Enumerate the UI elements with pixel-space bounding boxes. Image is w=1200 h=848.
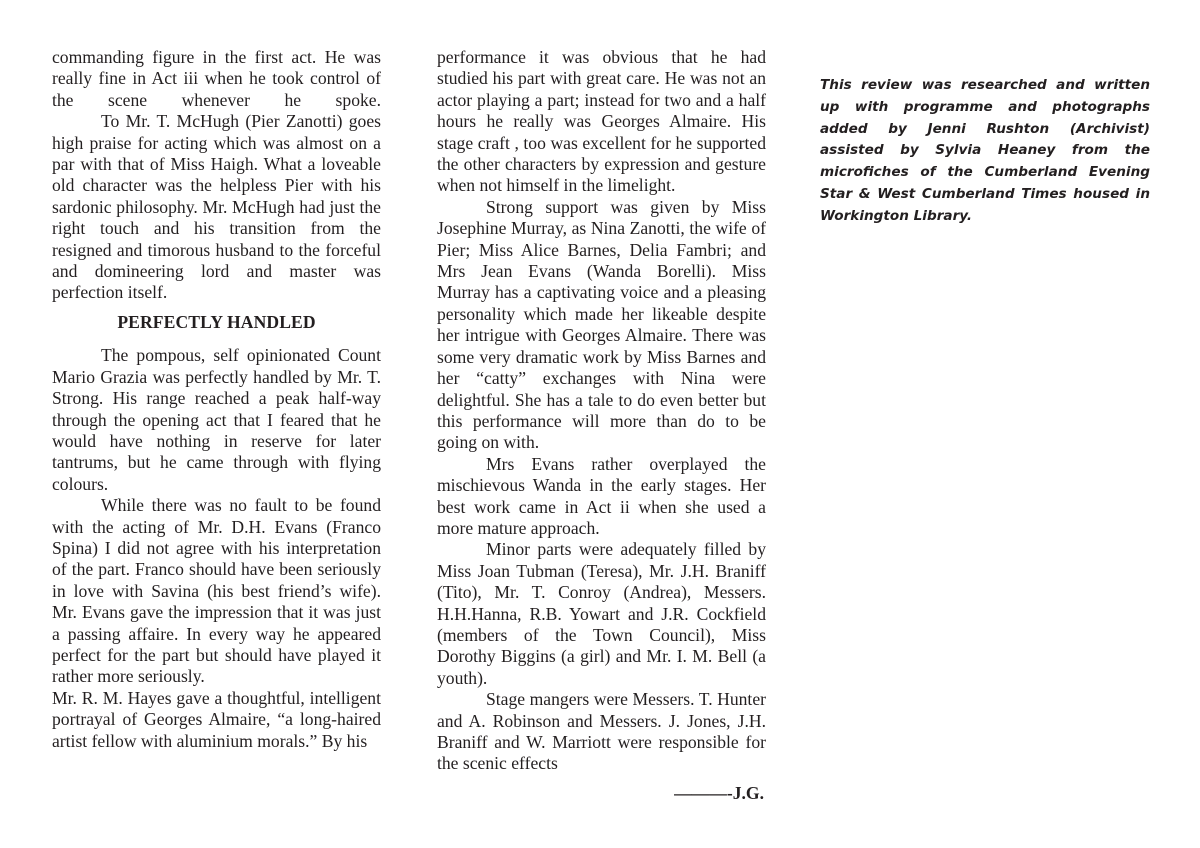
- paragraph: While there was no fault to be found with the acting of Mr. D.H. Evans (Franco Spina) I did not agree with his interpretation of the part. Franco should have been seriously in love with Savina (his best friend’s wife). Mr. Evans gave the impression that it was just a passing affaire. In every way he appeared perfect for the part but should have played it rather more seriously.: [52, 495, 381, 687]
- credits-note: This review was researched and written up with programme and photographs added by Jenni Rushton (Archivist) assisted by Sylvia Heaney from the microfiches of the Cumberland Evening Star & West Cumberland Times housed in Workington Library.: [820, 77, 1150, 224]
- paragraph: Minor parts were adequately filled by Miss Joan Tubman (Teresa), Mr. J.H. Braniff (Tito), Mr. T. Conroy (Andrea), Messers. H.H.Hanna, R.B. Yowart and J.R. Cockfield (members of the Town Council), Miss Dorothy Biggins (a girl) and Mr. I. M. Bell (a youth).: [437, 539, 766, 688]
- paragraph: The pompous, self opinionated Count Mario Grazia was perfectly handled by Mr. T. Strong. His range reached a peak half-way through the opening act that I feared that he would have nothing in reserve for later tantrums, but he came through with flying colours.: [52, 345, 381, 494]
- review-column-1: [52, 47, 381, 752]
- section-heading: PERFECTLY HANDLED: [117, 311, 316, 332]
- paragraph: commanding figure in the first act. He was really fine in Act iii when he took control of the scene whenever he spoke.: [52, 47, 381, 110]
- paragraph: Strong support was given by Miss Josephine Murray, as Nina Zanotti, the wife of Pier; Miss Alice Barnes, Delia Fambri; and Mrs Jean Evans (Wanda Borelli). Miss Murray has a captivating voice and a pleasing personality which made her likeable despite her intrigue with Georges Almaire. There was some very dramatic work by Miss Barnes and her “catty” exchanges with Nina were delightful. She has a tale to do even better but this performance will more than do to be going on with.: [437, 196, 766, 453]
- paragraph: Mr. R. M. Hayes gave a thoughtful, intelligent portrayal of Georges Almaire, “a long-haired artist fellow with aluminium morals.” By his: [52, 687, 381, 751]
- author-signoff: ———-J.G.: [674, 782, 764, 803]
- paragraph: Stage mangers were Messers. T. Hunter and A. Robinson and Messers. J. Jones, J.H. Braniff and W. Marriott were responsible for the scenic effects: [437, 689, 766, 774]
- paragraph: performance it was obvious that he had studied his part with great care. He was not an actor playing a part; instead for two and a half hours he really was Georges Almaire. His stage craft , too was excellent for he supported the other characters by expression and gesture when not himself in the limelight.: [437, 47, 766, 196]
- paragraph: Mrs Evans rather overplayed the mischievous Wanda in the early stages. Her best work came in Act ii when she used a more mature approach.: [437, 453, 766, 538]
- paragraph: To Mr. T. McHugh (Pier Zanotti) goes high praise for acting which was almost on a par with that of Miss Haigh. What a loveable old character was the helpless Pier with his sardonic philosophy. Mr. McHugh had just the right touch and his transition from the resigned and timorous husband to the forceful and domineering lord and master was perfection itself.: [52, 111, 381, 303]
- review-column-2: [437, 47, 766, 804]
